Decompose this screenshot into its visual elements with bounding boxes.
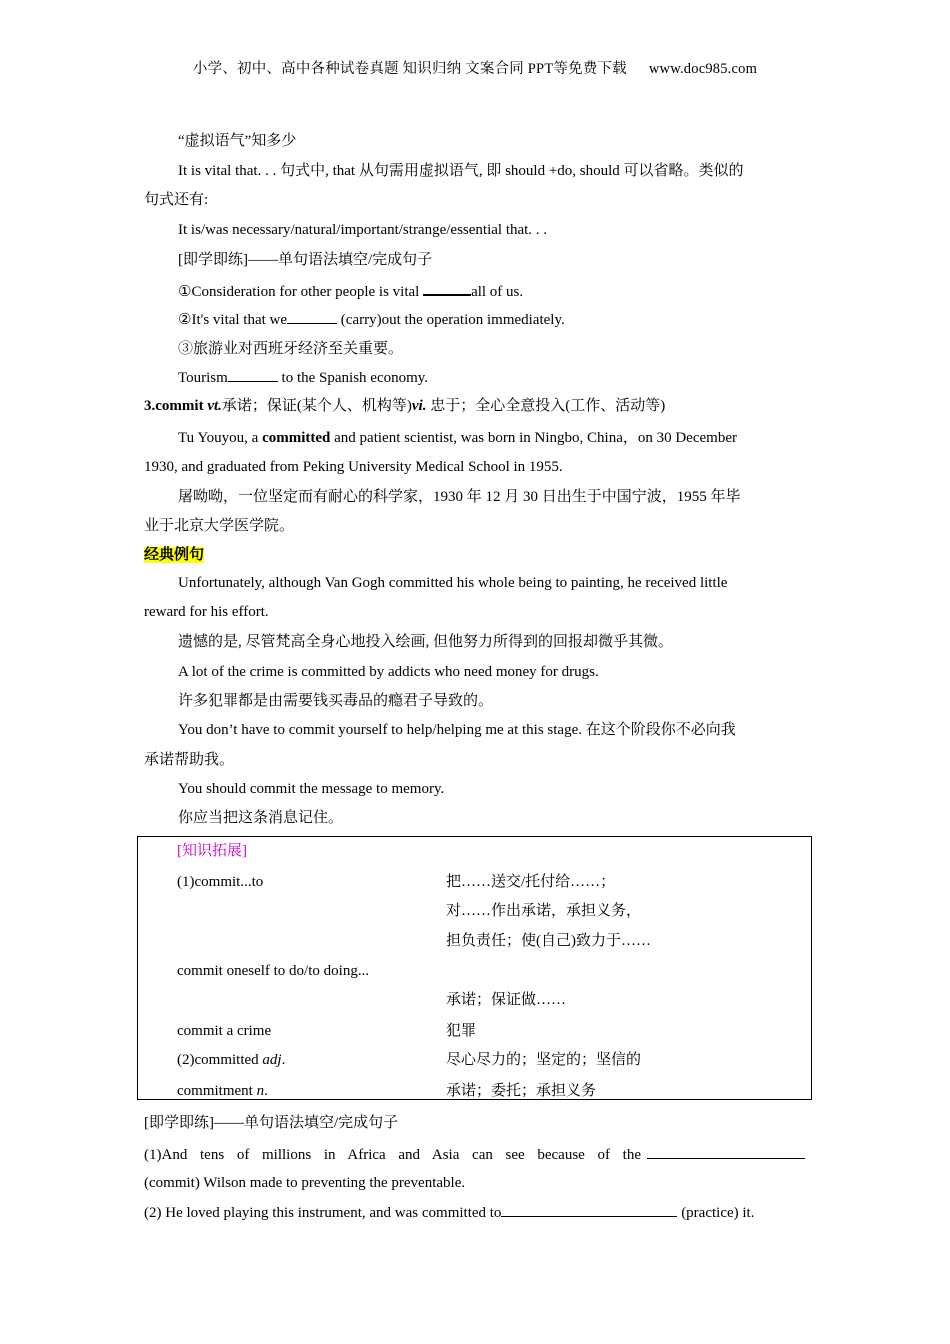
q1-text: (1)And tens of millions in Africa and Asia can see because of the — [144, 1147, 641, 1163]
classic-examples-label — [144, 545, 204, 565]
expansion-label: [知识拓展] — [177, 843, 247, 859]
example1-line2: reward for his effort. — [144, 604, 269, 620]
answer-blank[interactable] — [501, 1202, 677, 1217]
example1-line1: Unfortunately, although Van Gogh committed his whole being to painting, he received little — [178, 575, 728, 591]
example3-line2: 承诺帮助我。 — [144, 752, 235, 768]
entry-pos1: vt. — [207, 398, 222, 414]
q1-prefix: ①Consideration for other people is vital — [178, 284, 424, 300]
entry-def2: 忠于；全心全意投入(工作、活动等) — [426, 398, 666, 414]
q1-suffix: all of us. — [471, 284, 524, 300]
entry-heading — [144, 396, 665, 416]
intro-line1: It is vital that. . . 句式中, that 从句需用虚拟语气, 即 should +do, should 可以省略。类似的 — [178, 163, 744, 179]
expansion-row7-term — [177, 1050, 285, 1070]
text-span: commitment — [177, 1083, 257, 1099]
text-span: (2)committed — [177, 1052, 263, 1068]
page-header — [0, 57, 950, 78]
answer-blank[interactable] — [228, 367, 278, 382]
entry-number: 3. — [144, 398, 156, 414]
example-main-zh-line2: 业于北京大学医学院。 — [144, 518, 295, 534]
example3-line1: You don’t have to commit yourself to help/helping me at this stage. 在这个阶段你不必向我 — [178, 722, 736, 738]
practice2-q2 — [144, 1202, 754, 1223]
practice1-q3: ③旅游业对西班牙经济至关重要。 — [178, 341, 404, 357]
practice1-label: [即学即练]——单句语法填空/完成句子 — [178, 252, 433, 268]
practice2-q1-line2: (commit) Wilson made to preventing the preventable. — [144, 1175, 466, 1191]
q2-prefix: (2) He loved playing this instrument, and was committed to — [144, 1205, 502, 1221]
expansion-row7-meaning: 尽心尽力的；坚定的；坚信的 — [446, 1052, 642, 1068]
answer-blank[interactable] — [423, 280, 471, 296]
q2-prefix: ②It's vital that we — [178, 312, 288, 328]
intro-line3: It is/was necessary/natural/important/strange/essential that. . . — [178, 222, 548, 238]
expansion-row1-meaning: 把……送交/托付给……； — [446, 874, 616, 890]
entry-pos2: vi. — [411, 398, 427, 414]
expansion-row8-term — [177, 1081, 268, 1101]
q2-suffix: (carry)out the operation immediately. — [337, 312, 565, 328]
answer-blank[interactable] — [647, 1144, 805, 1159]
example2-translation: 许多犯罪都是由需要钱买毒品的瘾君子导致的。 — [178, 693, 494, 709]
practice1-q3-en — [178, 367, 428, 388]
pos-italic: n — [256, 1083, 265, 1099]
practice2-q1-line1 — [144, 1144, 806, 1165]
entry-def1: 承诺；保证(某个人、机构等) — [221, 398, 412, 414]
text-span: . — [281, 1052, 286, 1068]
expansion-row1-term: (1)commit...to — [177, 874, 264, 890]
text-span: and patient scientist, was born in Ningbo, China，on 30 December — [330, 430, 737, 446]
pos-italic: adj — [262, 1052, 282, 1068]
text-span: Tu Youyou, a — [178, 430, 263, 446]
expansion-row5-meaning: 承诺；保证做…… — [446, 992, 567, 1008]
entry-word: commit — [155, 398, 204, 414]
expansion-row6-term: commit a crime — [177, 1023, 272, 1039]
example-main-en-line2: 1930, and graduated from Peking University Medical School in 1955. — [144, 459, 563, 475]
bold-word: committed — [262, 430, 331, 446]
practice1-q2 — [178, 309, 565, 330]
practice2-label: [即学即练]——单句语法填空/完成句子 — [144, 1115, 399, 1131]
example2: A lot of the crime is committed by addicts who need money for drugs. — [178, 664, 599, 680]
knowledge-expansion-box — [137, 836, 812, 1100]
example4: You should commit the message to memory. — [178, 781, 445, 797]
text-span: . — [264, 1083, 268, 1099]
header-text: 小学、初中、高中各种试卷真题 知识归纳 文案合同 PPT等免费下载 — [192, 61, 627, 77]
highlighted-label: 经典例句 — [144, 547, 205, 563]
example1-translation: 遗憾的是, 尽管梵高全身心地投入绘画, 但他努力所得到的回报却微乎其微。 — [178, 634, 674, 650]
expansion-row8-meaning: 承诺；委托；承担义务 — [446, 1083, 597, 1099]
example4-translation: 你应当把这条消息记住。 — [178, 810, 344, 826]
intro-line2: 句式还有: — [144, 192, 209, 208]
q3-suffix: to the Spanish economy. — [277, 370, 429, 386]
q3-prefix: Tourism — [178, 370, 228, 386]
practice1-q1 — [178, 280, 523, 302]
expansion-row3-meaning: 担负责任；使(自己)致力于…… — [446, 933, 651, 949]
q2-suffix: (practice) it. — [677, 1205, 755, 1221]
expansion-row2-meaning: 对……作出承诺，承担义务， — [446, 903, 642, 919]
expansion-row4-term: commit oneself to do/to doing... — [177, 963, 370, 979]
expansion-row6-meaning: 犯罪 — [446, 1023, 477, 1039]
section-title: “虚拟语气”知多少 — [178, 133, 297, 149]
example-main-en-line1 — [178, 428, 737, 448]
header-site: www.doc985.com — [648, 61, 758, 77]
example-main-zh-line1: 屠呦呦，一位坚定而有耐心的科学家，1930 年 12 月 30 日出生于中国宁波，1955 年毕 — [178, 489, 741, 505]
answer-blank[interactable] — [287, 309, 337, 324]
